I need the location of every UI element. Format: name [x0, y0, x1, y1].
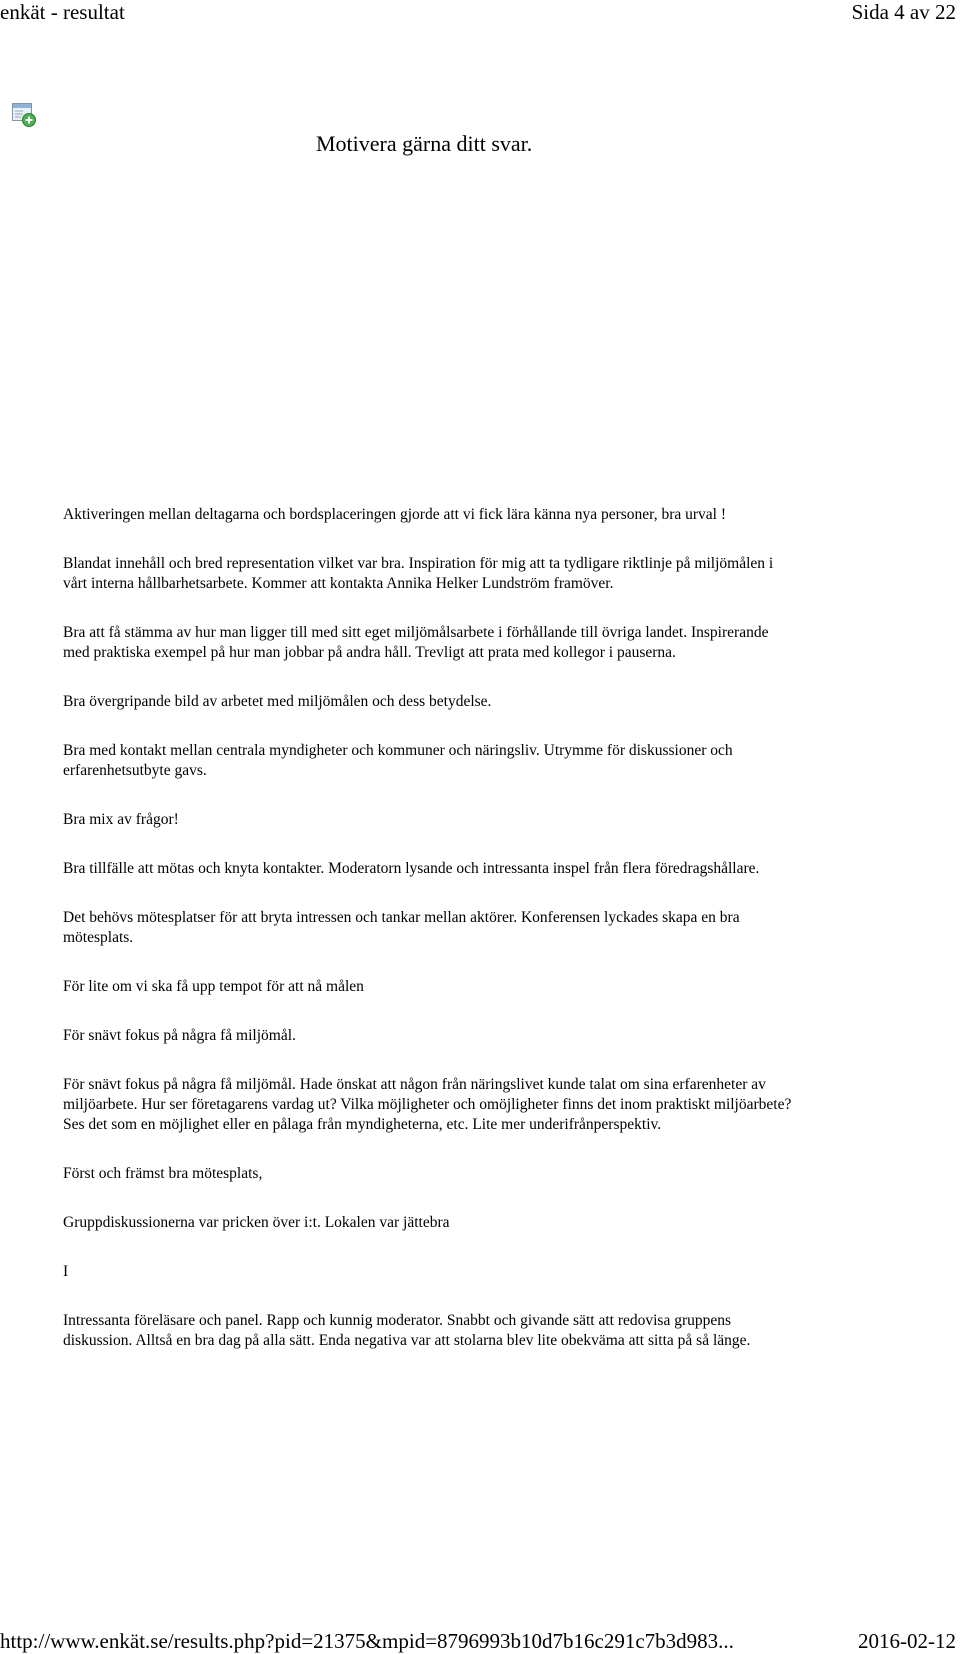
answer-item: Bra tillfälle att mötas och knyta kontakter. Moderatorn lysande och intressanta inspel från flera föredragshållare.	[63, 860, 760, 877]
answer-list	[63, 505, 798, 1351]
answer-item: Det behövs mötesplatser för att bryta intressen och tankar mellan aktörer. Konferensen lyckades skapa en bra mötesplats.	[63, 909, 740, 946]
answer-item: Gruppdiskussionerna var pricken över i:t. Lokalen var jättebra	[63, 1214, 450, 1231]
page-indicator: Sida 4 av 22	[851, 0, 956, 24]
answer-item: Blandat innehåll och bred representation vilket var bra. Inspiration för mig att ta tydligare riktlinje på miljömålen i vårt interna hållbarhetsarbete. Kommer att kontakta Annika Helker Lundström framöver.	[63, 555, 774, 592]
answer-item: För snävt fokus på några få miljömål.	[63, 1027, 296, 1044]
page-header-title: enkät - resultat	[0, 0, 125, 24]
answer-item: Bra övergripande bild av arbetet med miljömålen och dess betydelse.	[63, 693, 492, 710]
answer-item: Bra med kontakt mellan centrala myndigheter och kommuner och näringsliv. Utrymme för diskussioner och erfarenhetsutbyte gavs.	[63, 742, 733, 779]
answer-item: Intressanta föreläsare och panel. Rapp och kunnig moderator. Snabbt och givande sätt att redovisa gruppens diskussion. Alltså en bra dag på alla sätt. Enda negativa var att stolarna blev lite obekväma att sitta på så länge.	[63, 1312, 751, 1349]
footer-date: 2016-02-12	[858, 1629, 956, 1653]
footer-url: http://www.enkät.se/results.php?pid=21375&mpid=8796993b10d7b16c291c7b3d983...	[0, 1629, 734, 1653]
answer-item: Bra att få stämma av hur man ligger till med sitt eget miljömålsarbete i förhållande till övriga landet. Inspirerande med praktiska exempel på hur man jobbar på andra håll. Trevligt att prata med kollegor i pauserna.	[63, 624, 769, 661]
question-title: Motivera gärna ditt svar.	[316, 131, 533, 156]
answer-item: Först och främst bra mötesplats,	[63, 1165, 263, 1182]
add-to-list-icon[interactable]	[12, 103, 36, 127]
answer-item: För snävt fokus på några få miljömål. Hade önskat att någon från näringslivet kunde talat om sina erfarenheter av miljöarbete. Hur ser företagarens vardag ut? Vilka möjligheter och omöjligheter finns det inom praktiskt miljöarbete? Ses det som en möjlighet eller en pålaga från myndigheterna, etc. Lite mer underifrånperspektiv.	[63, 1076, 792, 1133]
answer-item: Aktiveringen mellan deltagarna och bordsplaceringen gjorde att vi fick lära känna nya personer, bra urval !	[63, 506, 727, 523]
answer-item: I	[63, 1263, 69, 1280]
answer-item: För lite om vi ska få upp tempot för att nå målen	[63, 978, 364, 995]
answer-item: Bra mix av frågor!	[63, 811, 179, 828]
